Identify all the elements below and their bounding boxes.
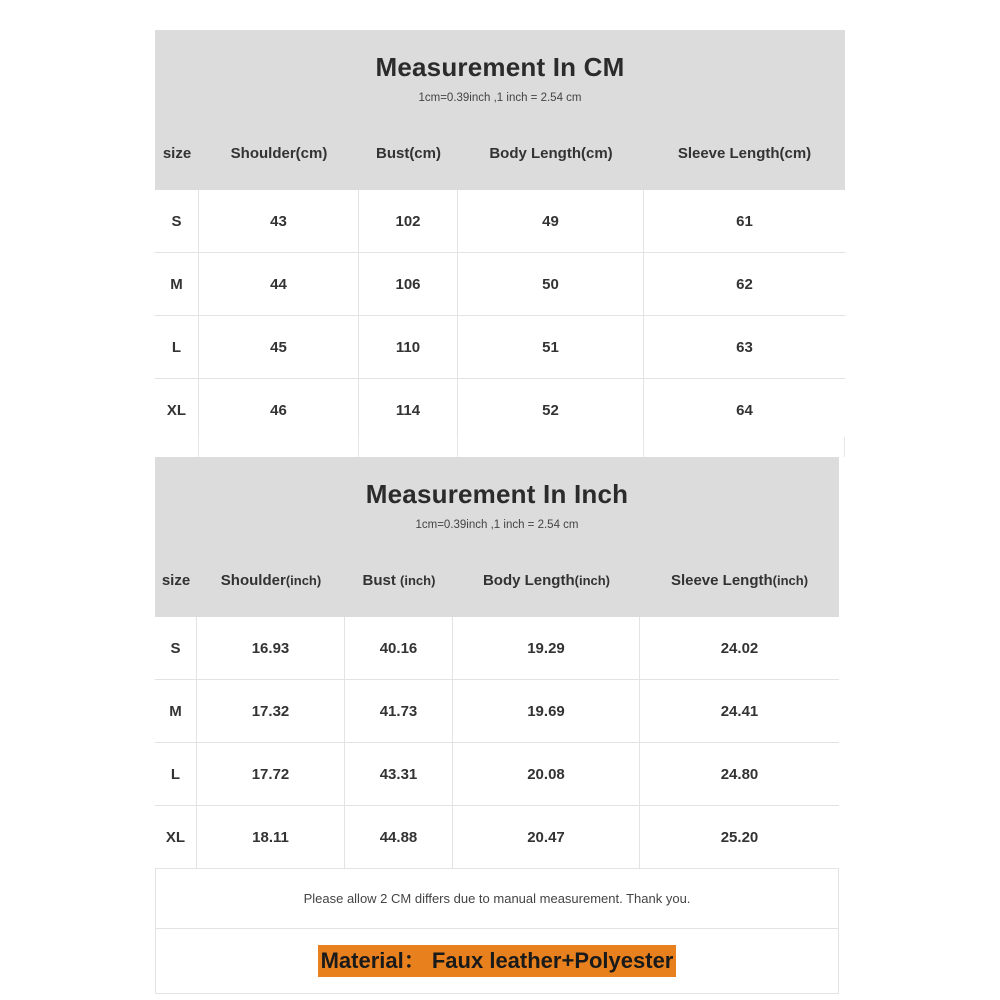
table-row [155, 253, 845, 316]
column-header-sleeve-length [640, 572, 839, 589]
chart-cm-column-headers [155, 127, 845, 179]
size-cell: XL [155, 379, 199, 441]
table-row [155, 379, 845, 441]
material-row [155, 928, 839, 994]
shoulder-cell: 44 [199, 253, 359, 315]
disclaimer-text: Please allow 2 CM differs due to manual measurement. Thank you. [303, 891, 691, 906]
measurement-disclaimer [155, 868, 839, 928]
column-header-shoulder [197, 572, 345, 589]
table-row [155, 190, 845, 253]
column-header-size: size [162, 144, 192, 162]
table-row [155, 617, 839, 680]
sleeve-length-cell: 24.41 [720, 702, 759, 720]
chart-inch-column-headers [155, 554, 839, 606]
divider-lines [155, 437, 845, 457]
table-row [155, 680, 839, 743]
material-label: Material： Faux leather+Polyester [318, 945, 677, 977]
size-cell: S [155, 190, 199, 252]
shoulder-cell: 45 [199, 316, 359, 378]
size-cell: XL [155, 806, 197, 868]
size-cell: M [155, 680, 197, 742]
chart-inch-conversion-note: 1cm=0.39inch ,1 inch = 2.54 cm [415, 519, 579, 531]
column-header-unit: (inch) [574, 572, 611, 588]
body-length-cell: 52 [458, 379, 644, 441]
column-header-sleeve-length: Sleeve Length(cm) [677, 144, 812, 162]
body-length-cell: 20.47 [453, 806, 640, 868]
bust-cell: 114 [359, 379, 458, 441]
size-chart-inch [155, 457, 839, 868]
column-header-label: size [161, 571, 191, 589]
shoulder-cell: 43 [199, 190, 359, 252]
column-header-label: Bust [362, 571, 401, 589]
chart-cm-conversion-note: 1cm=0.39inch ,1 inch = 2.54 cm [418, 92, 582, 104]
body-length-cell: 50 [458, 253, 644, 315]
size-cell: L [155, 316, 199, 378]
bust-cell: 40.16 [345, 617, 453, 679]
sleeve-length-cell: 63 [736, 338, 753, 356]
table-row [155, 743, 839, 806]
sleeve-length-cell: 24.80 [720, 765, 759, 783]
column-header-shoulder: Shoulder(cm) [230, 144, 328, 162]
shoulder-cell: 46 [199, 379, 359, 441]
column-header-label: Body Length [482, 571, 575, 589]
shoulder-cell: 18.11 [197, 806, 345, 868]
sleeve-length-cell: 25.20 [720, 828, 759, 846]
bust-cell: 102 [359, 190, 458, 252]
column-header-bust [345, 572, 453, 589]
shoulder-cell: 17.72 [197, 743, 345, 805]
size-cell: L [155, 743, 197, 805]
shoulder-cell: 17.32 [197, 680, 345, 742]
chart-inch-rows [155, 617, 839, 868]
column-header-unit: (inch) [285, 572, 322, 588]
bust-cell: 110 [359, 316, 458, 378]
sleeve-length-cell: 24.02 [720, 639, 759, 657]
body-length-cell: 49 [458, 190, 644, 252]
column-header-body-length [453, 572, 640, 589]
body-length-cell: 51 [458, 316, 644, 378]
size-cell: S [155, 617, 197, 679]
table-row [155, 806, 839, 868]
table-row [155, 316, 845, 379]
body-length-cell: 19.29 [453, 617, 640, 679]
column-header-unit: (inch) [400, 572, 436, 588]
body-length-cell: 20.08 [453, 743, 640, 805]
chart-inch-header [155, 457, 839, 617]
size-cell: M [155, 253, 199, 315]
column-header-unit: (inch) [772, 572, 809, 588]
bust-cell: 43.31 [345, 743, 453, 805]
bust-cell: 41.73 [345, 680, 453, 742]
column-header-size [155, 572, 197, 589]
shoulder-cell: 16.93 [197, 617, 345, 679]
column-header-bust: Bust(cm) [375, 144, 441, 162]
bust-cell: 44.88 [345, 806, 453, 868]
column-header-body-length: Body Length(cm) [489, 144, 613, 162]
sleeve-length-cell: 64 [736, 401, 753, 419]
chart-cm-title: Measurement In CM [375, 52, 625, 82]
sleeve-length-cell: 61 [736, 212, 753, 230]
column-header-label: Shoulder [220, 571, 286, 589]
chart-inch-title: Measurement In Inch [365, 479, 629, 509]
bust-cell: 106 [359, 253, 458, 315]
chart-cm-rows [155, 190, 845, 441]
sleeve-length-cell: 62 [736, 275, 753, 293]
size-chart-cm [155, 30, 845, 441]
chart-cm-header [155, 30, 845, 190]
body-length-cell: 19.69 [453, 680, 640, 742]
column-header-label: Sleeve Length [670, 571, 773, 589]
